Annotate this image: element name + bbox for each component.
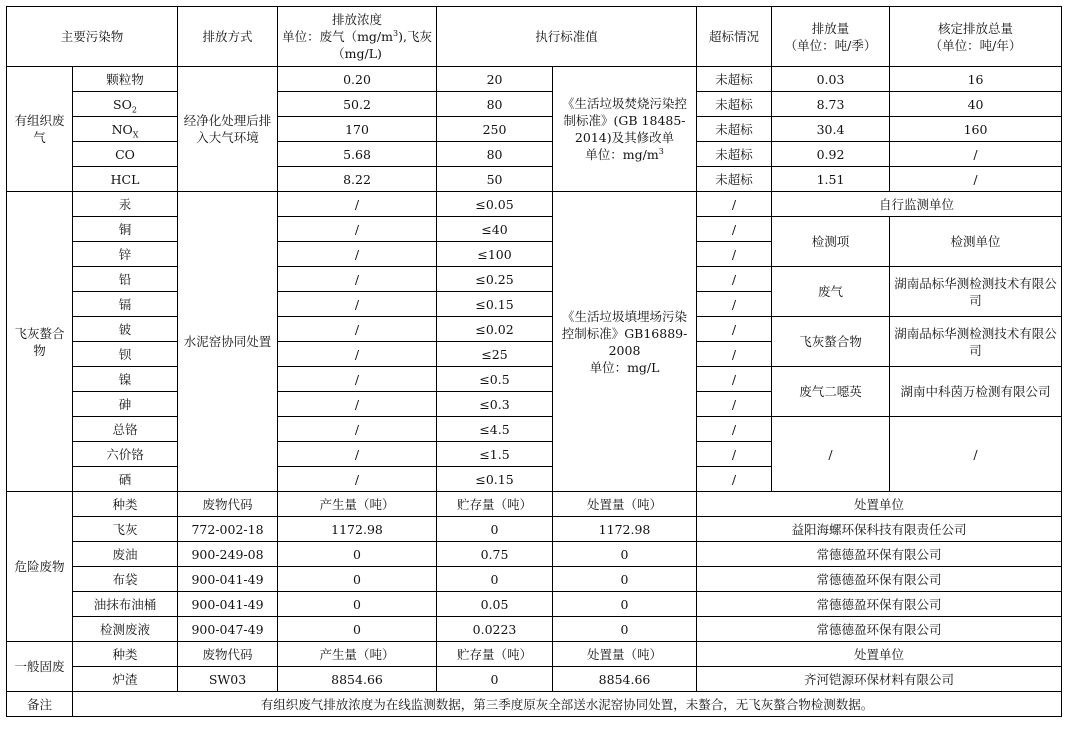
limit-cell: ≤1.5	[437, 442, 553, 467]
status-cell: /	[697, 192, 772, 217]
concentration-cell: /	[278, 217, 437, 242]
header-approved-title: 核定排放总量	[938, 20, 1014, 36]
general-head-row	[7, 642, 1062, 667]
header-method: 排放方式	[178, 7, 278, 67]
concentration-cell: /	[278, 292, 437, 317]
pollutant-name	[73, 117, 178, 142]
waste-code: 900-041-49	[178, 592, 278, 617]
gas-standard-unit-sup: 3	[658, 146, 664, 156]
hazard-group-label: 危险废物	[7, 492, 73, 642]
concentration-cell: 170	[278, 117, 437, 142]
element-name: 硒	[73, 467, 178, 492]
waste-type: 布袋	[73, 567, 178, 592]
waste-type: 检测废液	[73, 617, 178, 642]
disposal-unit: 益阳海螺环保科技有限责任公司	[697, 517, 1062, 542]
pollutant-subscript: 2	[131, 105, 137, 114]
status-cell: /	[697, 467, 772, 492]
remark-row	[7, 692, 1062, 717]
status-cell: /	[697, 417, 772, 442]
element-name: 六价铬	[73, 442, 178, 467]
produced-cell: 0	[278, 542, 437, 567]
col-stored: 贮存量（吨）	[437, 642, 553, 667]
gas-standard	[553, 67, 697, 192]
hazard-row	[7, 567, 1062, 592]
limit-cell: ≤25	[437, 342, 553, 367]
limit-cell: ≤0.15	[437, 467, 553, 492]
col-produced: 产生量（吨）	[278, 492, 437, 517]
col-unit: 处置单位	[697, 642, 1062, 667]
table-body	[7, 7, 1062, 717]
ash-group-label: 飞灰螯合物	[7, 192, 73, 492]
limit-cell: ≤0.15	[437, 292, 553, 317]
element-name: 铍	[73, 317, 178, 342]
col-produced: 产生量（吨）	[278, 642, 437, 667]
approved-cell: /	[890, 142, 1062, 167]
monitor-item: 废气	[772, 267, 890, 317]
produced-cell: 0	[278, 617, 437, 642]
gas-row	[7, 117, 1062, 142]
concentration-cell: 50.2	[278, 92, 437, 117]
limit-cell: ≤0.02	[437, 317, 553, 342]
emission-cell: 1.51	[772, 167, 890, 192]
ash-row	[7, 192, 1062, 217]
concentration-cell: /	[278, 392, 437, 417]
ash-row	[7, 417, 1062, 442]
header-conc-unit-sup: 3	[393, 28, 399, 38]
status-cell: /	[697, 217, 772, 242]
element-name: 砷	[73, 392, 178, 417]
ash-standard	[553, 192, 697, 492]
element-name: 镍	[73, 367, 178, 392]
header-conc-title: 排放浓度	[332, 12, 383, 27]
waste-type: 废油	[73, 542, 178, 567]
waste-type: 炉渣	[73, 667, 178, 692]
concentration-cell: 0.20	[278, 67, 437, 92]
monitor-unit: 湖南品标华测检测技术有限公司	[890, 267, 1062, 317]
element-name: 铅	[73, 267, 178, 292]
stored-cell: 0.05	[437, 592, 553, 617]
monitor-col-unit: 检测单位	[890, 217, 1062, 267]
ash-row	[7, 367, 1062, 392]
concentration-cell: 5.68	[278, 142, 437, 167]
ash-standard-unit: 单位：mg/L	[589, 359, 660, 375]
hazard-row	[7, 592, 1062, 617]
gas-standard-unit: 单位：mg/m	[585, 147, 659, 162]
element-name: 总铬	[73, 417, 178, 442]
hazard-row	[7, 517, 1062, 542]
gas-method: 经净化处理后排入大气环境	[178, 67, 278, 192]
monitor-item: /	[772, 417, 890, 492]
limit-cell: 80	[437, 92, 553, 117]
produced-cell: 0	[278, 592, 437, 617]
limit-cell: ≤0.05	[437, 192, 553, 217]
limit-cell: 20	[437, 67, 553, 92]
concentration-cell: /	[278, 342, 437, 367]
disposal-unit: 常德德盈环保有限公司	[697, 617, 1062, 642]
limit-cell: ≤0.5	[437, 367, 553, 392]
col-disposed: 处置量（吨）	[553, 642, 697, 667]
hazard-row	[7, 542, 1062, 567]
gas-row	[7, 92, 1062, 117]
monitor-unit: 湖南品标华测检测技术有限公司	[890, 317, 1062, 367]
status-cell: /	[697, 242, 772, 267]
limit-cell: 50	[437, 167, 553, 192]
disposed-cell: 1172.98	[553, 517, 697, 542]
concentration-cell: /	[278, 367, 437, 392]
header-approved-unit: （单位：吨/年）	[929, 37, 1022, 53]
limit-cell: ≤0.3	[437, 392, 553, 417]
header-emission	[772, 7, 890, 67]
produced-cell: 1172.98	[278, 517, 437, 542]
waste-code: SW03	[178, 667, 278, 692]
element-name: 铜	[73, 217, 178, 242]
header-exceed: 超标情况	[697, 7, 772, 67]
general-group-label: 一般固废	[7, 642, 73, 692]
pollutant-formula: SO	[113, 96, 132, 112]
pollutant-name: CO	[73, 142, 178, 167]
limit-cell: ≤4.5	[437, 417, 553, 442]
gas-row	[7, 167, 1062, 192]
stored-cell: 0.75	[437, 542, 553, 567]
ash-row	[7, 267, 1062, 292]
disposal-unit: 常德德盈环保有限公司	[697, 567, 1062, 592]
concentration-cell: /	[278, 267, 437, 292]
produced-cell: 8854.66	[278, 667, 437, 692]
status-cell: /	[697, 317, 772, 342]
concentration-cell: 8.22	[278, 167, 437, 192]
limit-cell: ≤0.25	[437, 267, 553, 292]
header-conc-unit-b: ),飞灰（mg/L)	[332, 29, 432, 61]
disposal-unit: 常德德盈环保有限公司	[697, 542, 1062, 567]
limit-cell: ≤100	[437, 242, 553, 267]
ash-row	[7, 317, 1062, 342]
limit-cell: 250	[437, 117, 553, 142]
status-cell: /	[697, 442, 772, 467]
waste-code: 900-047-49	[178, 617, 278, 642]
disposal-unit: 齐河铠源环保材料有限公司	[697, 667, 1062, 692]
element-name: 汞	[73, 192, 178, 217]
pollutant-name: 颗粒物	[73, 67, 178, 92]
concentration-cell: /	[278, 417, 437, 442]
monitor-unit: 湖南中科茵万检测有限公司	[890, 367, 1062, 417]
limit-cell: ≤40	[437, 217, 553, 242]
approved-cell: /	[890, 167, 1062, 192]
approved-cell: 40	[890, 92, 1062, 117]
gas-row	[7, 142, 1062, 167]
ash-standard-text: 《生活垃圾填埋场污染控制标准》GB16889-2008	[561, 308, 688, 358]
emission-cell: 8.73	[772, 92, 890, 117]
concentration-cell: /	[278, 242, 437, 267]
col-code: 废物代码	[178, 492, 278, 517]
emission-report-table	[6, 6, 1062, 717]
element-name: 锌	[73, 242, 178, 267]
waste-code: 900-249-08	[178, 542, 278, 567]
disposed-cell: 0	[553, 567, 697, 592]
concentration-cell: /	[278, 467, 437, 492]
header-emission-unit: （单位：吨/季）	[784, 37, 877, 53]
hazard-head-row	[7, 492, 1062, 517]
col-type: 种类	[73, 492, 178, 517]
status-cell: /	[697, 342, 772, 367]
pollutant-subscript: X	[132, 130, 139, 139]
emission-cell: 0.92	[772, 142, 890, 167]
disposed-cell: 8854.66	[553, 667, 697, 692]
hazard-row	[7, 617, 1062, 642]
status-cell: 未超标	[697, 142, 772, 167]
remark-label: 备注	[7, 692, 73, 717]
status-cell: /	[697, 292, 772, 317]
waste-code: 900-041-49	[178, 567, 278, 592]
concentration-cell: /	[278, 442, 437, 467]
monitor-item: 飞灰螯合物	[772, 317, 890, 367]
approved-cell: 160	[890, 117, 1062, 142]
header-standard: 执行标准值	[437, 7, 697, 67]
concentration-cell: /	[278, 317, 437, 342]
element-name: 钡	[73, 342, 178, 367]
disposal-unit: 常德德盈环保有限公司	[697, 592, 1062, 617]
pollutant-name	[73, 92, 178, 117]
general-row	[7, 667, 1062, 692]
disposed-cell: 0	[553, 592, 697, 617]
approved-cell: 16	[890, 67, 1062, 92]
waste-type: 飞灰	[73, 517, 178, 542]
ash-row	[7, 217, 1062, 242]
col-code: 废物代码	[178, 642, 278, 667]
status-cell: 未超标	[697, 167, 772, 192]
monitor-col-item: 检测项	[772, 217, 890, 267]
monitor-unit: /	[890, 417, 1062, 492]
col-disposed: 处置量（吨）	[553, 492, 697, 517]
disposed-cell: 0	[553, 617, 697, 642]
gas-row	[7, 67, 1062, 92]
status-cell: 未超标	[697, 67, 772, 92]
stored-cell: 0.0223	[437, 617, 553, 642]
stored-cell: 0	[437, 567, 553, 592]
emission-cell: 0.03	[772, 67, 890, 92]
monitor-title: 自行监测单位	[772, 192, 1062, 217]
disposed-cell: 0	[553, 542, 697, 567]
stored-cell: 0	[437, 517, 553, 542]
header-conc-unit-a: 单位：废气（mg/m	[282, 29, 393, 44]
element-name: 镉	[73, 292, 178, 317]
ash-method: 水泥窑协同处置	[178, 192, 278, 492]
concentration-cell: /	[278, 192, 437, 217]
waste-code: 772-002-18	[178, 517, 278, 542]
status-cell: /	[697, 267, 772, 292]
waste-type: 油抹布油桶	[73, 592, 178, 617]
status-cell: /	[697, 392, 772, 417]
header-emission-title: 排放量	[811, 20, 850, 36]
pollutant-formula: NO	[111, 121, 133, 137]
produced-cell: 0	[278, 567, 437, 592]
gas-group-label: 有组织废气	[7, 67, 73, 192]
header-row	[7, 7, 1062, 67]
col-unit: 处置单位	[697, 492, 1062, 517]
col-stored: 贮存量（吨）	[437, 492, 553, 517]
pollutant-name: HCL	[73, 167, 178, 192]
header-pollutant: 主要污染物	[7, 7, 178, 67]
stored-cell: 0	[437, 667, 553, 692]
col-type: 种类	[73, 642, 178, 667]
header-concentration	[278, 7, 437, 67]
header-approved	[890, 7, 1062, 67]
status-cell: 未超标	[697, 117, 772, 142]
gas-standard-text: 《生活垃圾焚烧污染控制标准》(GB 18485-2014)及其修改单	[562, 96, 688, 145]
status-cell: 未超标	[697, 92, 772, 117]
monitor-item: 废气二噁英	[772, 367, 890, 417]
remark-text: 有组织废气排放浓度为在线监测数据，第三季度原灰全部送水泥窑协同处置，未螯合，无飞灰螯合物检测数据。	[73, 692, 1062, 717]
emission-cell: 30.4	[772, 117, 890, 142]
status-cell: /	[697, 367, 772, 392]
limit-cell: 80	[437, 142, 553, 167]
